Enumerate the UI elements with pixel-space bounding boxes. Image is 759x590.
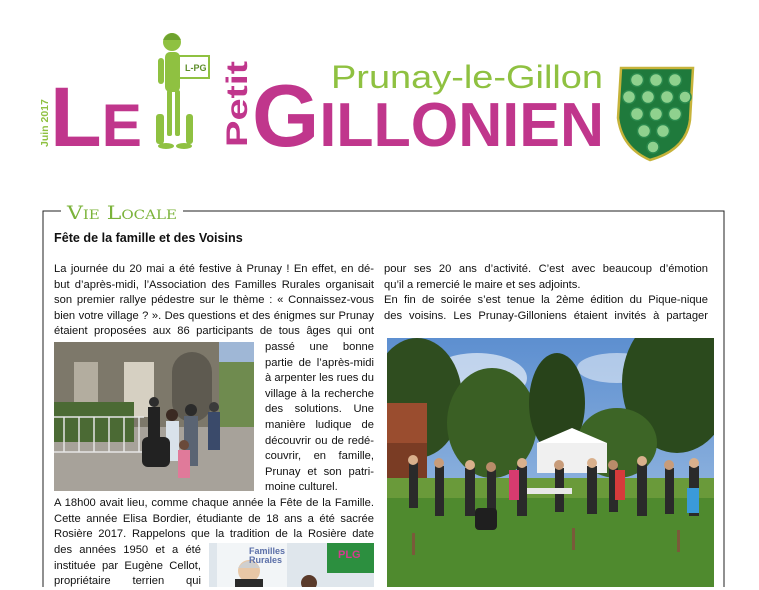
text-line: bien votre village ? ». Des questions et des énigmes sur Prunay	[54, 309, 374, 322]
town-name: Prunay-le-Gillon	[331, 59, 603, 95]
text-line: son premier rallye pédestre sur le thème : « Connaissez-vous	[54, 294, 374, 307]
text-line: couvrir, en famille,	[265, 450, 374, 463]
title-gillonien: GILLONIEN	[252, 66, 609, 165]
text-line: passé une bonne	[265, 341, 374, 353]
poster-logo: PLG	[338, 549, 361, 561]
text-line: propriétaire terrien qui	[54, 575, 201, 588]
text-line: partie de l’après-midi	[265, 356, 374, 369]
article-column-left-wrap	[265, 340, 374, 496]
text-line: moine culturel.	[265, 481, 338, 494]
text-line: En fin de soirée s’est tenue la 2ème édition du Pique-nique	[384, 294, 708, 307]
text-line: manière ludique de	[265, 418, 374, 431]
article-column-left-p2-wrap	[54, 543, 201, 590]
text-line: but d’après-midi, l’Association des Familles Rurales organisait	[54, 278, 374, 291]
text-line: Cette année Elisa Bordier, étudiante de 18 ans a été sacrée	[54, 512, 374, 525]
text-line: découvrir ou de redé-	[265, 434, 374, 447]
text-line: des solutions. Une	[265, 403, 374, 416]
text-line: des voisins. Les Prunay-Gilloniens étaient invités à partager	[384, 309, 708, 322]
text-line: Rosière 2017. Rappelons que la tradition de la Rosière date	[54, 528, 374, 541]
text-line: instituée par Eugène Cellot,	[54, 559, 201, 572]
text-line: étaient proposées aux 86 participants de tous âges qui ont	[54, 325, 374, 338]
photo-picnic	[387, 338, 714, 587]
text-line: à arpenter les rues du	[265, 372, 374, 385]
text-line: Prunay et son patri-	[265, 465, 374, 478]
text-line: des années 1950 et a été	[54, 544, 201, 556]
text-line: La journée du 20 mai a été festive à Prunay ! En effet, en dé-	[54, 263, 374, 275]
text-line: A 18h00 avait lieu, comme chaque année la Fête de la Famille.	[54, 497, 374, 509]
poster-text: Familles Rurales	[249, 546, 286, 565]
article-column-right	[384, 262, 708, 324]
photo-ceremony	[209, 543, 374, 587]
article-column-left	[54, 262, 374, 340]
text-line: village à la recherche	[265, 387, 374, 400]
text-line: pour ses 20 ans d’activité. C’est avec beaucoup d’émotion	[384, 263, 708, 275]
section-label: Vie Locale	[65, 202, 177, 224]
issue-date: Juin 2017	[39, 99, 51, 147]
title-petit: Petit	[221, 81, 254, 147]
photo-town-hall	[54, 342, 254, 491]
article-column-left-p2	[54, 496, 374, 543]
text-line: qu’il a remercié le maire et ses adjoints.	[384, 278, 581, 291]
mascot-sign-text: L-PG	[185, 63, 207, 73]
title-le: LE	[50, 70, 142, 164]
article-headline: Fête de la famille et des Voisins	[54, 231, 243, 245]
